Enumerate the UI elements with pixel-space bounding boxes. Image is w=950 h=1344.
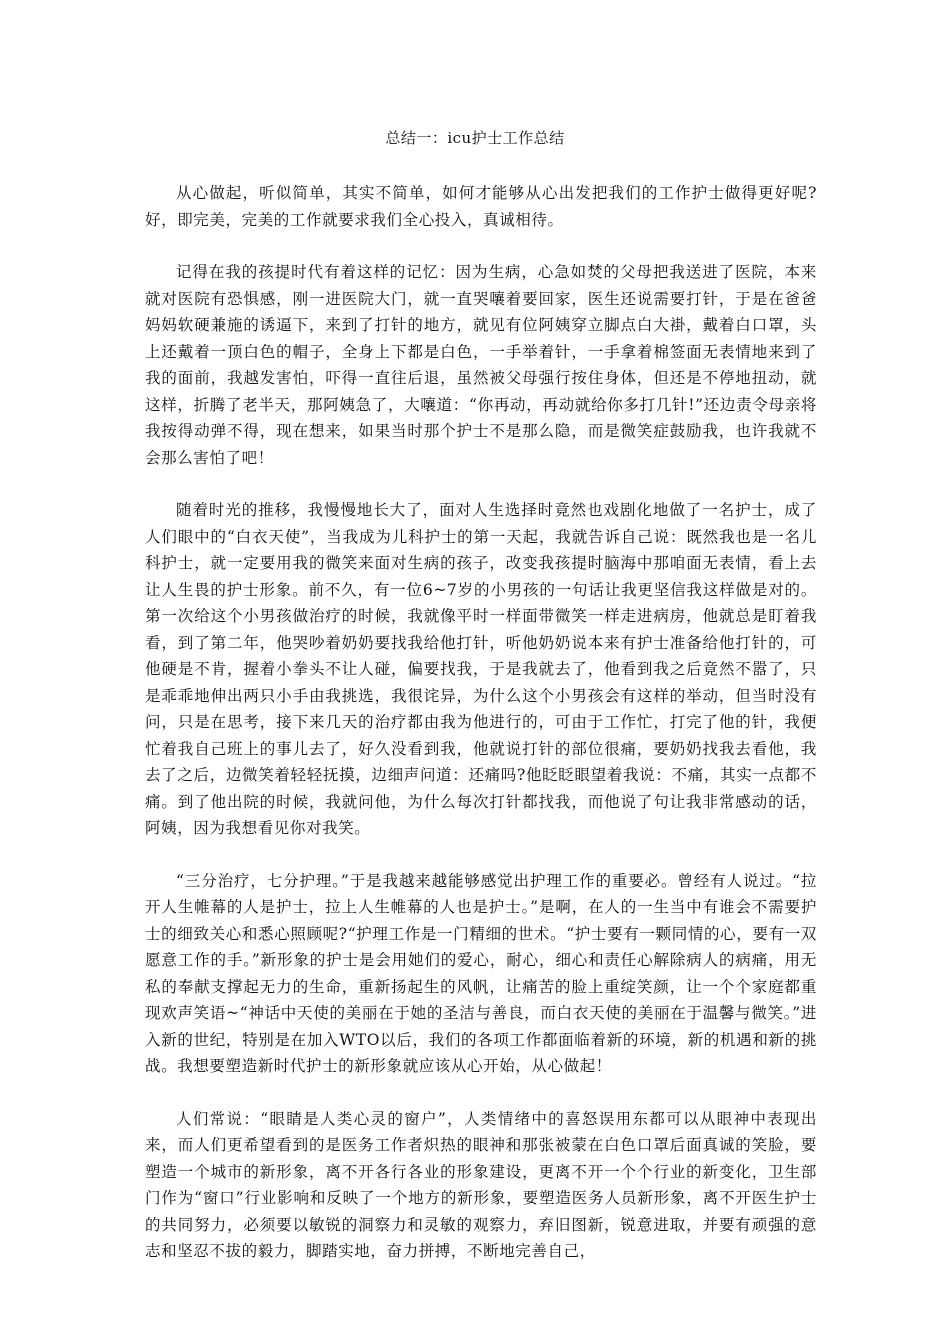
document-body xyxy=(145,180,817,1291)
paragraph-5: 人们常说：“眼睛是人类心灵的窗户”，人类情绪中的喜怒误用东都可以从眼神中表现出来，而人们更希望看到的是医务工作者炽热的眼神和那张被蒙在白色口罩后面真诚的笑脸，要塑造一个城市的新形象，离不开各行各业的形象建设，更离不开一个个行业的新变化，卫生部门作为“窗口”行业影响和反映了一个地方的新形象，要塑造医务人员新形象，离不开医生护士的共同努力，必须要以敏锐的洞察力和灵敏的观察力，弃旧图新，锐意进取，并要有顽强的意志和坚忍不拔的毅力，脚踏实地，奋力拼搏，不断地完善自己， xyxy=(145,1109,817,1260)
paragraph-3: 随着时光的推移，我慢慢地长大了，面对人生选择时竟然也戏剧化地做了一名护士，成了人们眼中的“白衣天使”，当我成为儿科护士的第一天起，我就告诉自己说：既然我也是一名儿科护士，就一定要用我的微笑来面对生病的孩子，改变我孩提时脑海中那咱面无表情，看上去让人生畏的护士形象。前不久，有一位6~7岁的小男孩的一句话让我更坚信我这样做是对的。第一次给这个小男孩做治疗的时候，我就像平时一样面带微笑一样走进病房，他就总是盯着我看，到了第二年，他哭吵着奶奶要找我给他打针，听他奶奶说本来有护士准备给他打针的，可他硬是不肯，握着小拳头不让人碰，偏要找我，于是我就去了，他看到我之后竟然不嚣了，只是乖乖地伸出两只小手由我挑选，我很诧异，为什么这个小男孩会有这样的举动，但当时没有问，只是在思考，接下来几天的治疗都由我为他进行的，可由于工作忙，打完了他的针，我便忙着我自己班上的事儿去了，好久没看到我，他就说打针的部位很痛，要奶奶找我去看他，我去了之后，边微笑着轻轻抚摸，边细声问道：还痛吗?他眨眨眼望着我说：不痛，其实一点都不痛。到了他出院的时候，我就问他，为什么每次打针都找我，而他说了句让我非常感动的话，阿姨，因为我想看见你对我笑。 xyxy=(145,501,817,837)
paragraph-2: 记得在我的孩提时代有着这样的记忆：因为生病，心急如焚的父母把我送进了医院，本来就对医院有恐惧感，刚一进医院大门，就一直哭嚷着要回家，医生还说需要打针，于是在爸爸妈妈软硬兼施的诱逼下，来到了打针的地方，就见有位阿姨穿立脚点白大褂，戴着白口罩，头上还戴着一顶白色的帽子，全身上下都是白色，一手举着针，一手拿着棉签面无表情地来到了我的面前，我越发害怕，吓得一直往后退，虽然被父母强行按住身体，但还是不停地扭动，就这样，折腾了老半天，那阿姨急了，大嚷道：“你再动，再动就给你多打几针!”还边责令母亲将我按得动弹不得，现在想来，如果当时那个护士不是那么隐，而是微笑症鼓励我，也许我就不会那么害怕了吧！ xyxy=(145,263,817,467)
paragraph-1: 从心做起，听似简单，其实不简单，如何才能够从心出发把我们的工作护士做得更好呢?好，即完美，完美的工作就要求我们全心投入，真诚相待。 xyxy=(145,184,817,229)
document-title: 总结一：icu护士工作总结 xyxy=(385,129,565,147)
paragraph-4: “三分治疗，七分护理。”于是我越来越能够感觉出护理工作的重要必。曾经有人说过。“拉开人生帷幕的人是护士，拉上人生帷幕的人也是护士。”是啊，在人的一生当中有谁会不需要护士的细致关心和悉心照顾呢?“护理工作是一门精细的世术。“护士要有一颗同情的心，要有一双愿意工作的手。”新形象的护士是会用她们的爱心，耐心，细心和责任心解除病人的病痛，用无私的奉献支撑起无力的生命，重新扬起生的风帆，让痛苦的脸上重绽笑颜，让一个个家庭都重现欢声笑语~“神话中天使的美丽在于她的圣洁与善良，而白衣天使的美丽在于温馨与微笑。”进入新的世纪，特别是在加入WTO以后，我们的各项工作都面临着新的环境，新的机遇和新的挑战。我想要塑造新时代护士的新形象就应该从心开始，从心做起！ xyxy=(145,871,817,1075)
